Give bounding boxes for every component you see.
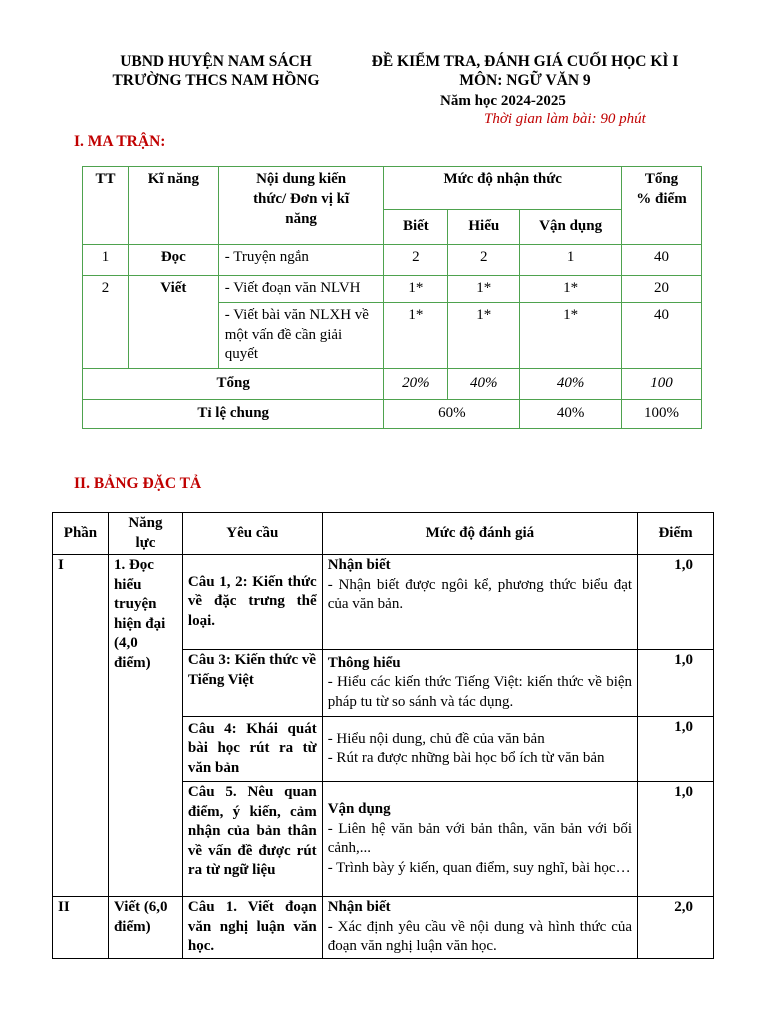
row-content: - Truyện ngắn (218, 245, 384, 276)
header-tt: TT (83, 167, 129, 245)
row-total: 20 (622, 276, 702, 303)
header-skill: Kĩ năng (128, 167, 218, 245)
requirement: Câu 3: Kiến thức về Tiếng Việt (182, 650, 322, 717)
row-skill: Viết (128, 276, 218, 369)
row-understand: 2 (448, 245, 520, 276)
header-requirement: Yêu cầu (182, 513, 322, 555)
header-content: Nội dung kiến thức/ Đơn vị kĩ năng (218, 167, 384, 245)
level-detail: - Trình bày ý kiến, quan điểm, suy nghĩ, bài học… (327, 859, 631, 876)
requirement: Câu 1. Viết đoạn văn nghị luận văn học. (182, 897, 322, 959)
section-1-title: I. MA TRẬN: (74, 133, 166, 150)
level-title: Nhận biết (327, 557, 391, 573)
level-title: Thông hiểu (327, 654, 401, 671)
score: 1,0 (638, 555, 714, 650)
header-level: Mức độ đánh giá (322, 513, 637, 555)
row-apply: 1 (520, 245, 622, 276)
table-row (53, 897, 714, 959)
matrix-table (82, 166, 702, 429)
exam-subject: MÔN: NGỮ VĂN 9 (459, 72, 591, 90)
district-name: UBND HUYỆN NAM SÁCH (120, 53, 312, 70)
row-apply: 1* (520, 276, 622, 303)
row-tt: 2 (83, 276, 129, 369)
spec-table (52, 512, 714, 959)
header-level: Mức độ nhận thức (384, 167, 622, 210)
row-understand: 1* (448, 276, 520, 303)
requirement: Câu 1, 2: Kiến thức về đặc trưng thể loại. (182, 555, 322, 650)
row-content: - Viết bài văn NLXH về một vấn đề cần giải quyết (218, 302, 384, 368)
level-detail: - Rút ra được những bài học bổ ích từ văn bản (327, 750, 605, 766)
total-apply: 40% (520, 369, 622, 400)
score: 1,0 (638, 782, 714, 897)
level-detail: - Xác định yêu cầu về nội dung và hình thức của đoạn văn nghị luận văn học. (327, 918, 633, 954)
level-title: Vận dụng (327, 801, 391, 817)
header-total: Tổng % điểm (622, 167, 702, 245)
level-detail: - Nhận biết được ngôi kể, phương thức biểu đạt của văn bản. (327, 576, 633, 612)
total-understand: 40% (448, 369, 520, 400)
header-know: Biết (384, 210, 448, 245)
header-apply: Vận dụng (520, 210, 622, 245)
header-understand: Hiểu (448, 210, 520, 245)
row-total: 40 (622, 245, 702, 276)
exam-duration: Thời gian làm bài: 90 phút (484, 111, 646, 127)
score: 2,0 (638, 897, 714, 959)
requirement: Câu 5. Nêu quan điểm, ý kiến, cảm nhận của bản thân về vấn đề được rút ra từ ngữ liệu (182, 782, 322, 897)
table-row (83, 245, 702, 276)
school-header (66, 52, 366, 91)
level-detail: - Liên hệ văn bản với bản thân, văn bản với bối cảnh,... (327, 820, 633, 856)
row-total: 40 (622, 302, 702, 368)
header-score: Điểm (638, 513, 714, 555)
table-row (53, 555, 714, 650)
spec-header-row (53, 513, 714, 555)
school-name: TRƯỜNG THCS NAM HỒNG (112, 72, 320, 90)
level-detail: - Hiểu nội dung, chủ đề của văn bản (327, 730, 545, 747)
level-detail: - Hiểu các kiến thức Tiếng Việt: kiến thức về biện pháp tu từ so sánh và tác dụng. (327, 674, 633, 710)
row-tt: 1 (83, 245, 129, 276)
assessment-level (322, 717, 637, 782)
total-score: 100 (622, 369, 702, 400)
total-know: 20% (384, 369, 448, 400)
table-row (83, 276, 702, 303)
school-year: Năm học 2024-2025 (440, 93, 566, 109)
part-number: II (53, 897, 109, 959)
competency: 1. Đọc hiểu truyện hiện đại (4,0 điểm) (108, 555, 182, 897)
assessment-level (322, 782, 637, 897)
assessment-level (322, 897, 637, 959)
exam-title: ĐỀ KIỂM TRA, ĐÁNH GIÁ CUỐI HỌC KÌ I (371, 53, 679, 70)
ratio-label: Tỉ lệ chung (83, 400, 384, 429)
total-row (83, 369, 702, 400)
total-label: Tổng (83, 369, 384, 400)
ratio-second: 40% (520, 400, 622, 429)
header-part: Phần (53, 513, 109, 555)
competency: Viết (6,0 điểm) (108, 897, 182, 959)
table-header-row (83, 167, 702, 210)
ratio-first: 60% (384, 400, 520, 429)
row-know: 1* (384, 302, 448, 368)
section-2-title: II. BẢNG ĐẶC TẢ (74, 475, 202, 492)
ratio-row (83, 400, 702, 429)
requirement: Câu 4: Khái quát bài học rút ra từ văn bản (182, 717, 322, 782)
assessment-level (322, 555, 637, 650)
row-apply: 1* (520, 302, 622, 368)
score: 1,0 (638, 650, 714, 717)
row-know: 2 (384, 245, 448, 276)
score: 1,0 (638, 717, 714, 782)
header-competency: Năng lực (108, 513, 182, 555)
exam-header (330, 52, 720, 91)
row-understand: 1* (448, 302, 520, 368)
assessment-level (322, 650, 637, 717)
ratio-total: 100% (622, 400, 702, 429)
row-content: - Viết đoạn văn NLVH (218, 276, 384, 303)
level-title: Nhận biết (327, 899, 391, 915)
part-number: I (53, 555, 109, 897)
row-know: 1* (384, 276, 448, 303)
row-skill: Đọc (128, 245, 218, 276)
